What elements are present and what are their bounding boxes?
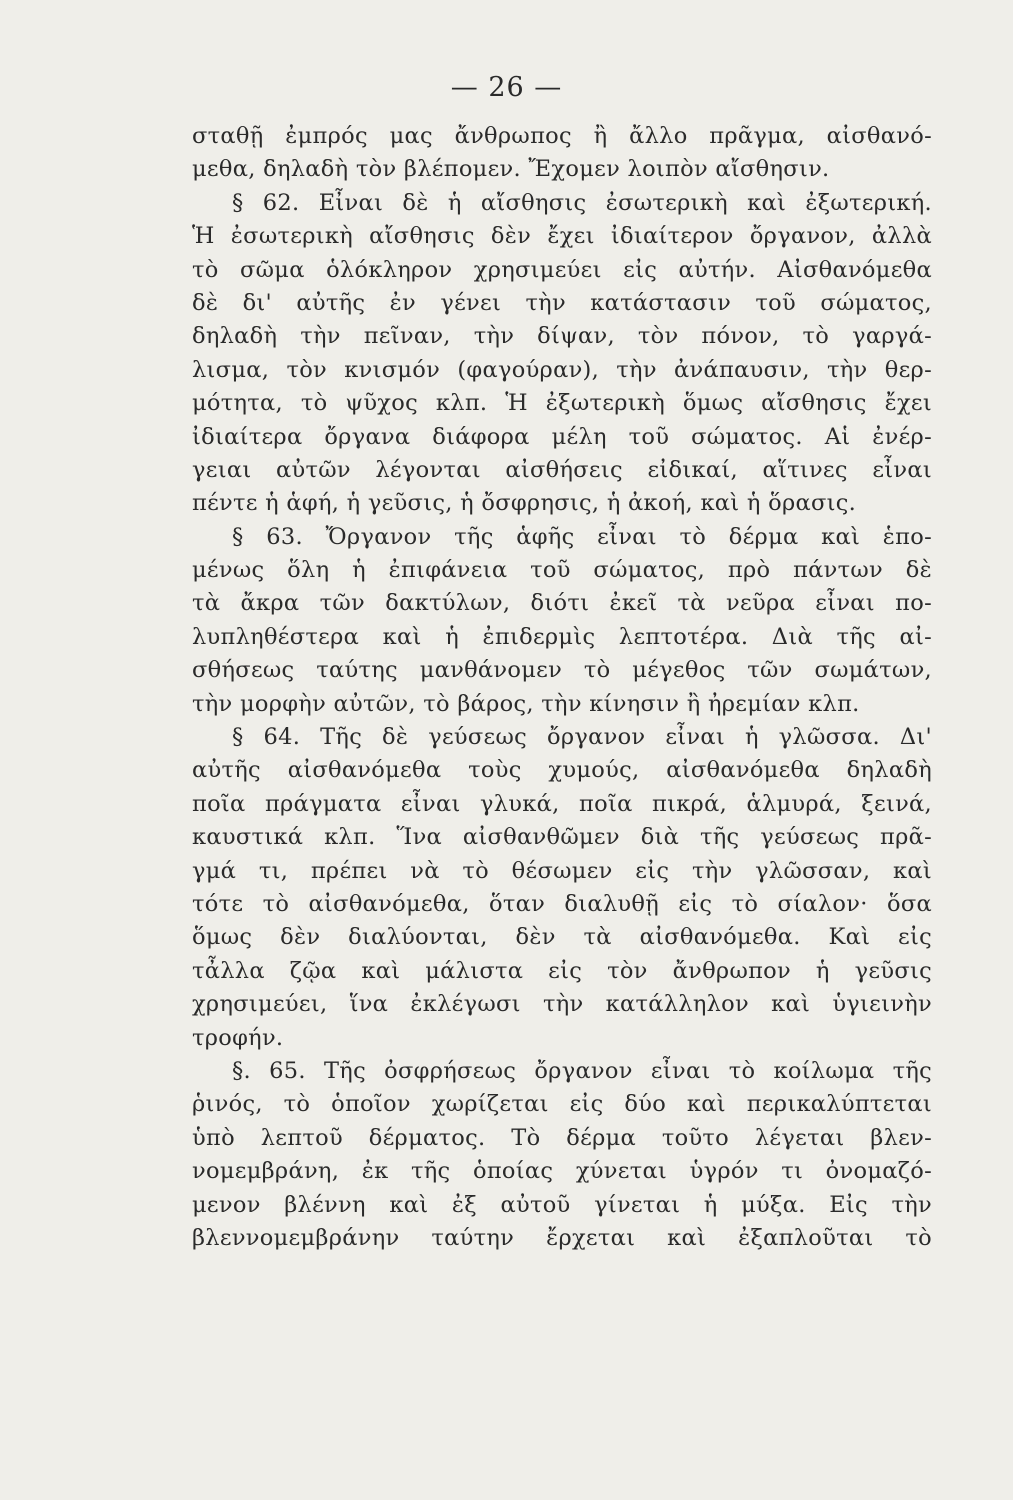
text-line: αὐτῆς αἰσθανόμεθα τοὺς χυμούς, αἰσθανόμεθα δηλαδὴ (192, 757, 932, 784)
text-line: σθήσεως ταύτης μανθάνομεν τὸ μέγεθος τῶν σωμάτων, (192, 657, 932, 684)
text-line: τἆλλα ζῷα καὶ μάλιστα εἰς τὸν ἄνθρωπον ἡ γεῦσις (192, 957, 932, 984)
text-line: μενον βλέννη καὶ ἐξ αὐτοῦ γίνεται ἡ μύξα. Εἰς τὴν (192, 1191, 932, 1218)
text-line: μεθα, δηλαδὴ τὸν βλέπομεν. Ἔχομεν λοιπὸν αἴσθησιν. (192, 156, 830, 183)
text-line: πέντε ἡ ἁφή, ἡ γεῦσις, ἡ ὄσφρησις, ἡ ἀκοή, καὶ ἡ ὅρασις. (192, 490, 857, 517)
text-line: § 64. Τῆς δὲ γεύσεως ὄργανον εἶναι ἡ γλῶσσα. Δι' (232, 724, 932, 751)
text-line: δὲ δι' αὐτῆς ἐν γένει τὴν κατάστασιν τοῦ σώματος, (192, 289, 932, 316)
text-line: βλεννομεμβράνην ταύτην ἔρχεται καὶ ἐξαπλοῦται τὸ (192, 1224, 932, 1251)
text-line: ῥινός, τὸ ὁποῖον χωρίζεται εἰς δύο καὶ περικαλύπτεται (192, 1091, 932, 1118)
text-line: μότητα, τὸ ψῦχος κλπ. Ἡ ἐξωτερικὴ ὅμως αἴσθησις ἔχει (192, 390, 932, 417)
text-line: μένως ὅλη ἡ ἐπιφάνεια τοῦ σώματος, πρὸ πάντων δὲ (192, 557, 932, 584)
text-line: §. 65. Τῆς ὀσφρήσεως ὄργανον εἶναι τὸ κοίλωμα τῆς (232, 1057, 932, 1084)
text-line: καυστικά κλπ. Ἵνα αἰσθανθῶμεν διὰ τῆς γεύσεως πρᾶ- (192, 824, 932, 851)
text-line: λισμα, τὸν κνισμόν (φαγούραν), τὴν ἀνάπαυσιν, τὴν θερ- (192, 356, 932, 383)
text-line: γμά τι, πρέπει νὰ τὸ θέσωμεν εἰς τὴν γλῶσσαν, καὶ (192, 857, 932, 884)
text-line: σταθῇ ἐμπρός μας ἄνθρωπος ἢ ἄλλο πρᾶγμα, αἰσθανό- (192, 123, 932, 149)
text-line: τὴν μορφὴν αὐτῶν, τὸ βάρος, τὴν κίνησιν ἢ ἠρεμίαν κλπ. (192, 690, 860, 717)
text-line: τροφήν. (192, 1024, 284, 1051)
text-line: τότε τὸ αἰσθανόμεθα, ὅταν διαλυθῇ εἰς τὸ σίαλον· ὅσα (192, 890, 932, 917)
text-line: λυπληθέστερα καὶ ἡ ἐπιδερμὶς λεπτοτέρα. Διὰ τῆς αἰ- (192, 623, 932, 650)
page-number: — 26 — (450, 72, 563, 103)
text-line: ἰδιαίτερα ὄργανα διάφορα μέλη τοῦ σώματος. Αἱ ἐνέρ- (192, 423, 932, 450)
text-line: νομεμβράνη, ἐκ τῆς ὁποίας χύνεται ὑγρόν τι ὀνομαζό- (192, 1158, 932, 1185)
body-text (192, 120, 932, 1255)
text-line: χρησιμεύει, ἵνα ἐκλέγωσι τὴν κατάλληλον καὶ ὑγιεινὴν (192, 991, 932, 1018)
text-line: § 63. Ὄργανον τῆς ἁφῆς εἶναι τὸ δέρμα καὶ ἑπο- (232, 523, 932, 550)
text-line: γειαι αὐτῶν λέγονται αἰσθήσεις εἰδικαί, αἵτινες εἶναι (192, 456, 932, 483)
text-line: δηλαδὴ τὴν πεῖναν, τὴν δίψαν, τὸν πόνον, τὸ γαργά- (192, 323, 932, 350)
text-line: τὸ σῶμα ὁλόκληρον χρησιμεύει εἰς αὐτήν. Αἰσθανόμεθα (192, 256, 932, 283)
text-line: ποῖα πράγματα εἶναι γλυκά, ποῖα πικρά, ἁλμυρά, ξεινά, (192, 790, 932, 817)
text-line: ὑπὸ λεπτοῦ δέρματος. Τὸ δέρμα τοῦτο λέγεται βλεν- (192, 1124, 932, 1151)
text-line: Ἡ ἐσωτερικὴ αἴσθησις δὲν ἔχει ἰδιαίτερον ὄργανον, ἀλλὰ (192, 223, 932, 250)
text-line: ὅμως δὲν διαλύονται, δὲν τὰ αἰσθανόμεθα. Καὶ εἰς (192, 924, 932, 951)
text-line: § 62. Εἶναι δὲ ἡ αἴσθησις ἐσωτερικὴ καὶ ἐξωτερική. (232, 189, 932, 216)
text-line: τὰ ἄκρα τῶν δακτύλων, διότι ἐκεῖ τὰ νεῦρα εἶναι πο- (192, 590, 932, 617)
